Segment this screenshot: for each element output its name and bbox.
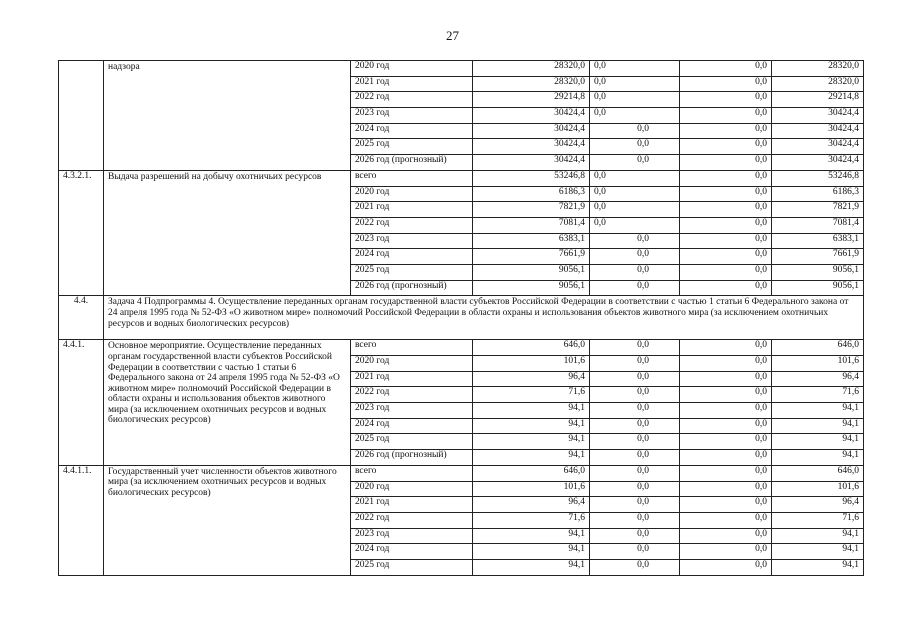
total-cell: 94,1 [473,528,590,544]
federal-cell: 0,0 [590,528,680,544]
regional-cell: 0,0 [680,418,772,434]
federal-cell: 0,0 [590,76,680,92]
other-cell: 646,0 [772,340,864,356]
regional-cell: 0,0 [680,217,772,233]
other-cell: 94,1 [772,528,864,544]
other-cell: 6186,3 [772,186,864,202]
other-cell: 94,1 [772,450,864,466]
period-cell: 2024 год [351,249,473,265]
period-cell: 2022 год [351,217,473,233]
other-cell: 7821,9 [772,202,864,218]
page-number: 27 [446,28,459,43]
federal-cell: 0,0 [590,280,680,296]
other-cell: 7661,9 [772,249,864,265]
item-name: надзора [104,61,351,171]
other-cell: 94,1 [772,418,864,434]
other-cell: 101,6 [772,481,864,497]
period-cell: 2026 год (прогнозный) [351,280,473,296]
item-name: Государственный учет численности объектов животного мира (за исключением охотничьих ресурсов и водных биологических ресурсов) [104,465,351,575]
period-cell: 2022 год [351,92,473,108]
federal-cell: 0,0 [590,61,680,77]
regional-cell: 0,0 [680,544,772,560]
total-cell: 9056,1 [473,280,590,296]
total-cell: 53246,8 [473,170,590,186]
regional-cell: 0,0 [680,123,772,139]
regional-cell: 0,0 [680,403,772,419]
period-cell: 2024 год [351,418,473,434]
total-cell: 101,6 [473,356,590,372]
federal-cell: 0,0 [590,233,680,249]
period-cell: 2020 год [351,356,473,372]
total-cell: 94,1 [473,559,590,575]
period-cell: 2022 год [351,512,473,528]
total-cell: 30424,4 [473,139,590,155]
total-cell: 30424,4 [473,123,590,139]
budget-table [58,60,864,576]
other-cell: 6383,1 [772,233,864,249]
period-cell: 2021 год [351,76,473,92]
federal-cell: 0,0 [590,387,680,403]
table-body [59,61,864,576]
period-cell: всего [351,465,473,481]
total-cell: 28320,0 [473,61,590,77]
federal-cell: 0,0 [590,497,680,513]
total-cell: 94,1 [473,450,590,466]
other-cell: 646,0 [772,465,864,481]
total-cell: 94,1 [473,434,590,450]
total-cell: 30424,4 [473,108,590,124]
item-number: 4.4.1.1. [59,465,104,575]
period-cell: 2024 год [351,123,473,139]
federal-cell: 0,0 [590,481,680,497]
period-cell: 2026 год (прогнозный) [351,450,473,466]
other-cell: 71,6 [772,512,864,528]
period-cell: 2023 год [351,233,473,249]
regional-cell: 0,0 [680,356,772,372]
regional-cell: 0,0 [680,512,772,528]
total-cell: 94,1 [473,544,590,560]
federal-cell: 0,0 [590,249,680,265]
total-cell: 7661,9 [473,249,590,265]
federal-cell: 0,0 [590,108,680,124]
other-cell: 9056,1 [772,280,864,296]
period-cell: 2023 год [351,403,473,419]
federal-cell: 0,0 [590,356,680,372]
period-cell: 2026 год (прогнозный) [351,155,473,171]
federal-cell: 0,0 [590,559,680,575]
regional-cell: 0,0 [680,139,772,155]
table-row [59,465,864,481]
total-cell: 101,6 [473,481,590,497]
table-row [59,340,864,356]
period-cell: 2022 год [351,387,473,403]
total-cell: 71,6 [473,387,590,403]
federal-cell: 0,0 [590,202,680,218]
regional-cell: 0,0 [680,465,772,481]
other-cell: 30424,4 [772,155,864,171]
other-cell: 94,1 [772,559,864,575]
total-cell: 646,0 [473,340,590,356]
regional-cell: 0,0 [680,170,772,186]
period-cell: 2025 год [351,559,473,575]
regional-cell: 0,0 [680,249,772,265]
other-cell: 94,1 [772,544,864,560]
other-cell: 7081,4 [772,217,864,233]
regional-cell: 0,0 [680,108,772,124]
federal-cell: 0,0 [590,512,680,528]
period-cell: 2020 год [351,186,473,202]
item-number [59,61,104,171]
federal-cell: 0,0 [590,186,680,202]
regional-cell: 0,0 [680,559,772,575]
period-cell: 2025 год [351,139,473,155]
other-cell: 96,4 [772,371,864,387]
regional-cell: 0,0 [680,434,772,450]
regional-cell: 0,0 [680,186,772,202]
other-cell: 71,6 [772,387,864,403]
regional-cell: 0,0 [680,371,772,387]
other-cell: 30424,4 [772,123,864,139]
other-cell: 30424,4 [772,139,864,155]
federal-cell: 0,0 [590,434,680,450]
other-cell: 30424,4 [772,108,864,124]
total-cell: 9056,1 [473,264,590,280]
total-cell: 6383,1 [473,233,590,249]
regional-cell: 0,0 [680,233,772,249]
period-cell: 2023 год [351,108,473,124]
regional-cell: 0,0 [680,280,772,296]
total-cell: 71,6 [473,512,590,528]
period-cell: 2021 год [351,202,473,218]
total-cell: 6186,3 [473,186,590,202]
federal-cell: 0,0 [590,371,680,387]
regional-cell: 0,0 [680,155,772,171]
regional-cell: 0,0 [680,92,772,108]
table-row [59,170,864,186]
period-cell: 2024 год [351,544,473,560]
regional-cell: 0,0 [680,450,772,466]
total-cell: 30424,4 [473,155,590,171]
total-cell: 94,1 [473,403,590,419]
regional-cell: 0,0 [680,202,772,218]
regional-cell: 0,0 [680,76,772,92]
total-cell: 96,4 [473,371,590,387]
total-cell: 29214,8 [473,92,590,108]
federal-cell: 0,0 [590,123,680,139]
period-cell: 2021 год [351,497,473,513]
period-cell: всего [351,340,473,356]
period-cell: 2020 год [351,481,473,497]
federal-cell: 0,0 [590,418,680,434]
federal-cell: 0,0 [590,139,680,155]
other-cell: 94,1 [772,434,864,450]
regional-cell: 0,0 [680,497,772,513]
federal-cell: 0,0 [590,217,680,233]
total-cell: 7081,4 [473,217,590,233]
item-number: 4.3.2.1. [59,170,104,296]
federal-cell: 0,0 [590,403,680,419]
federal-cell: 0,0 [590,544,680,560]
other-cell: 28320,0 [772,76,864,92]
table-row [59,61,864,77]
other-cell: 94,1 [772,403,864,419]
total-cell: 96,4 [473,497,590,513]
other-cell: 96,4 [772,497,864,513]
item-number: 4.4.1. [59,340,104,466]
total-cell: 94,1 [473,418,590,434]
other-cell: 9056,1 [772,264,864,280]
total-cell: 28320,0 [473,76,590,92]
regional-cell: 0,0 [680,528,772,544]
period-cell: всего [351,170,473,186]
task-number: 4.4. [59,296,104,340]
federal-cell: 0,0 [590,465,680,481]
total-cell: 7821,9 [473,202,590,218]
total-cell: 646,0 [473,465,590,481]
item-name: Основное мероприятие. Осуществление переданных органам государственной власти субъектов Российской Федерации в соответствии с частью 1 статьи 6 Федерального закона от 24 апреля 1995 года № 52-ФЗ «О животном мире» полномочий Российской Федерации в области охраны и использования объектов животного мира (за исключением охотничьих ресурсов и водных биологических ресурсов) [104,340,351,466]
task-row [59,296,864,340]
item-name: Выдача разрешений на добычу охотничьих ресурсов [104,170,351,296]
federal-cell: 0,0 [590,155,680,171]
period-cell: 2021 год [351,371,473,387]
regional-cell: 0,0 [680,481,772,497]
federal-cell: 0,0 [590,264,680,280]
period-cell: 2025 год [351,434,473,450]
regional-cell: 0,0 [680,387,772,403]
period-cell: 2020 год [351,61,473,77]
federal-cell: 0,0 [590,170,680,186]
federal-cell: 0,0 [590,92,680,108]
federal-cell: 0,0 [590,340,680,356]
other-cell: 29214,8 [772,92,864,108]
regional-cell: 0,0 [680,264,772,280]
regional-cell: 0,0 [680,340,772,356]
federal-cell: 0,0 [590,450,680,466]
regional-cell: 0,0 [680,61,772,77]
task-description: Задача 4 Подпрограммы 4. Осуществление переданных органам государственной власти субъектов Российской Федерации в соответствии с частью 1 статьи 6 Федерального закона от 24 апреля 1995 года № 52-ФЗ «О животном мире» полномочий Российской Федерации в области охраны и использования объектов животного мира (за исключением охотничьих ресурсов и водных биологических ресурсов) [104,296,864,340]
period-cell: 2025 год [351,264,473,280]
other-cell: 53246,8 [772,170,864,186]
other-cell: 28320,0 [772,61,864,77]
other-cell: 101,6 [772,356,864,372]
period-cell: 2023 год [351,528,473,544]
